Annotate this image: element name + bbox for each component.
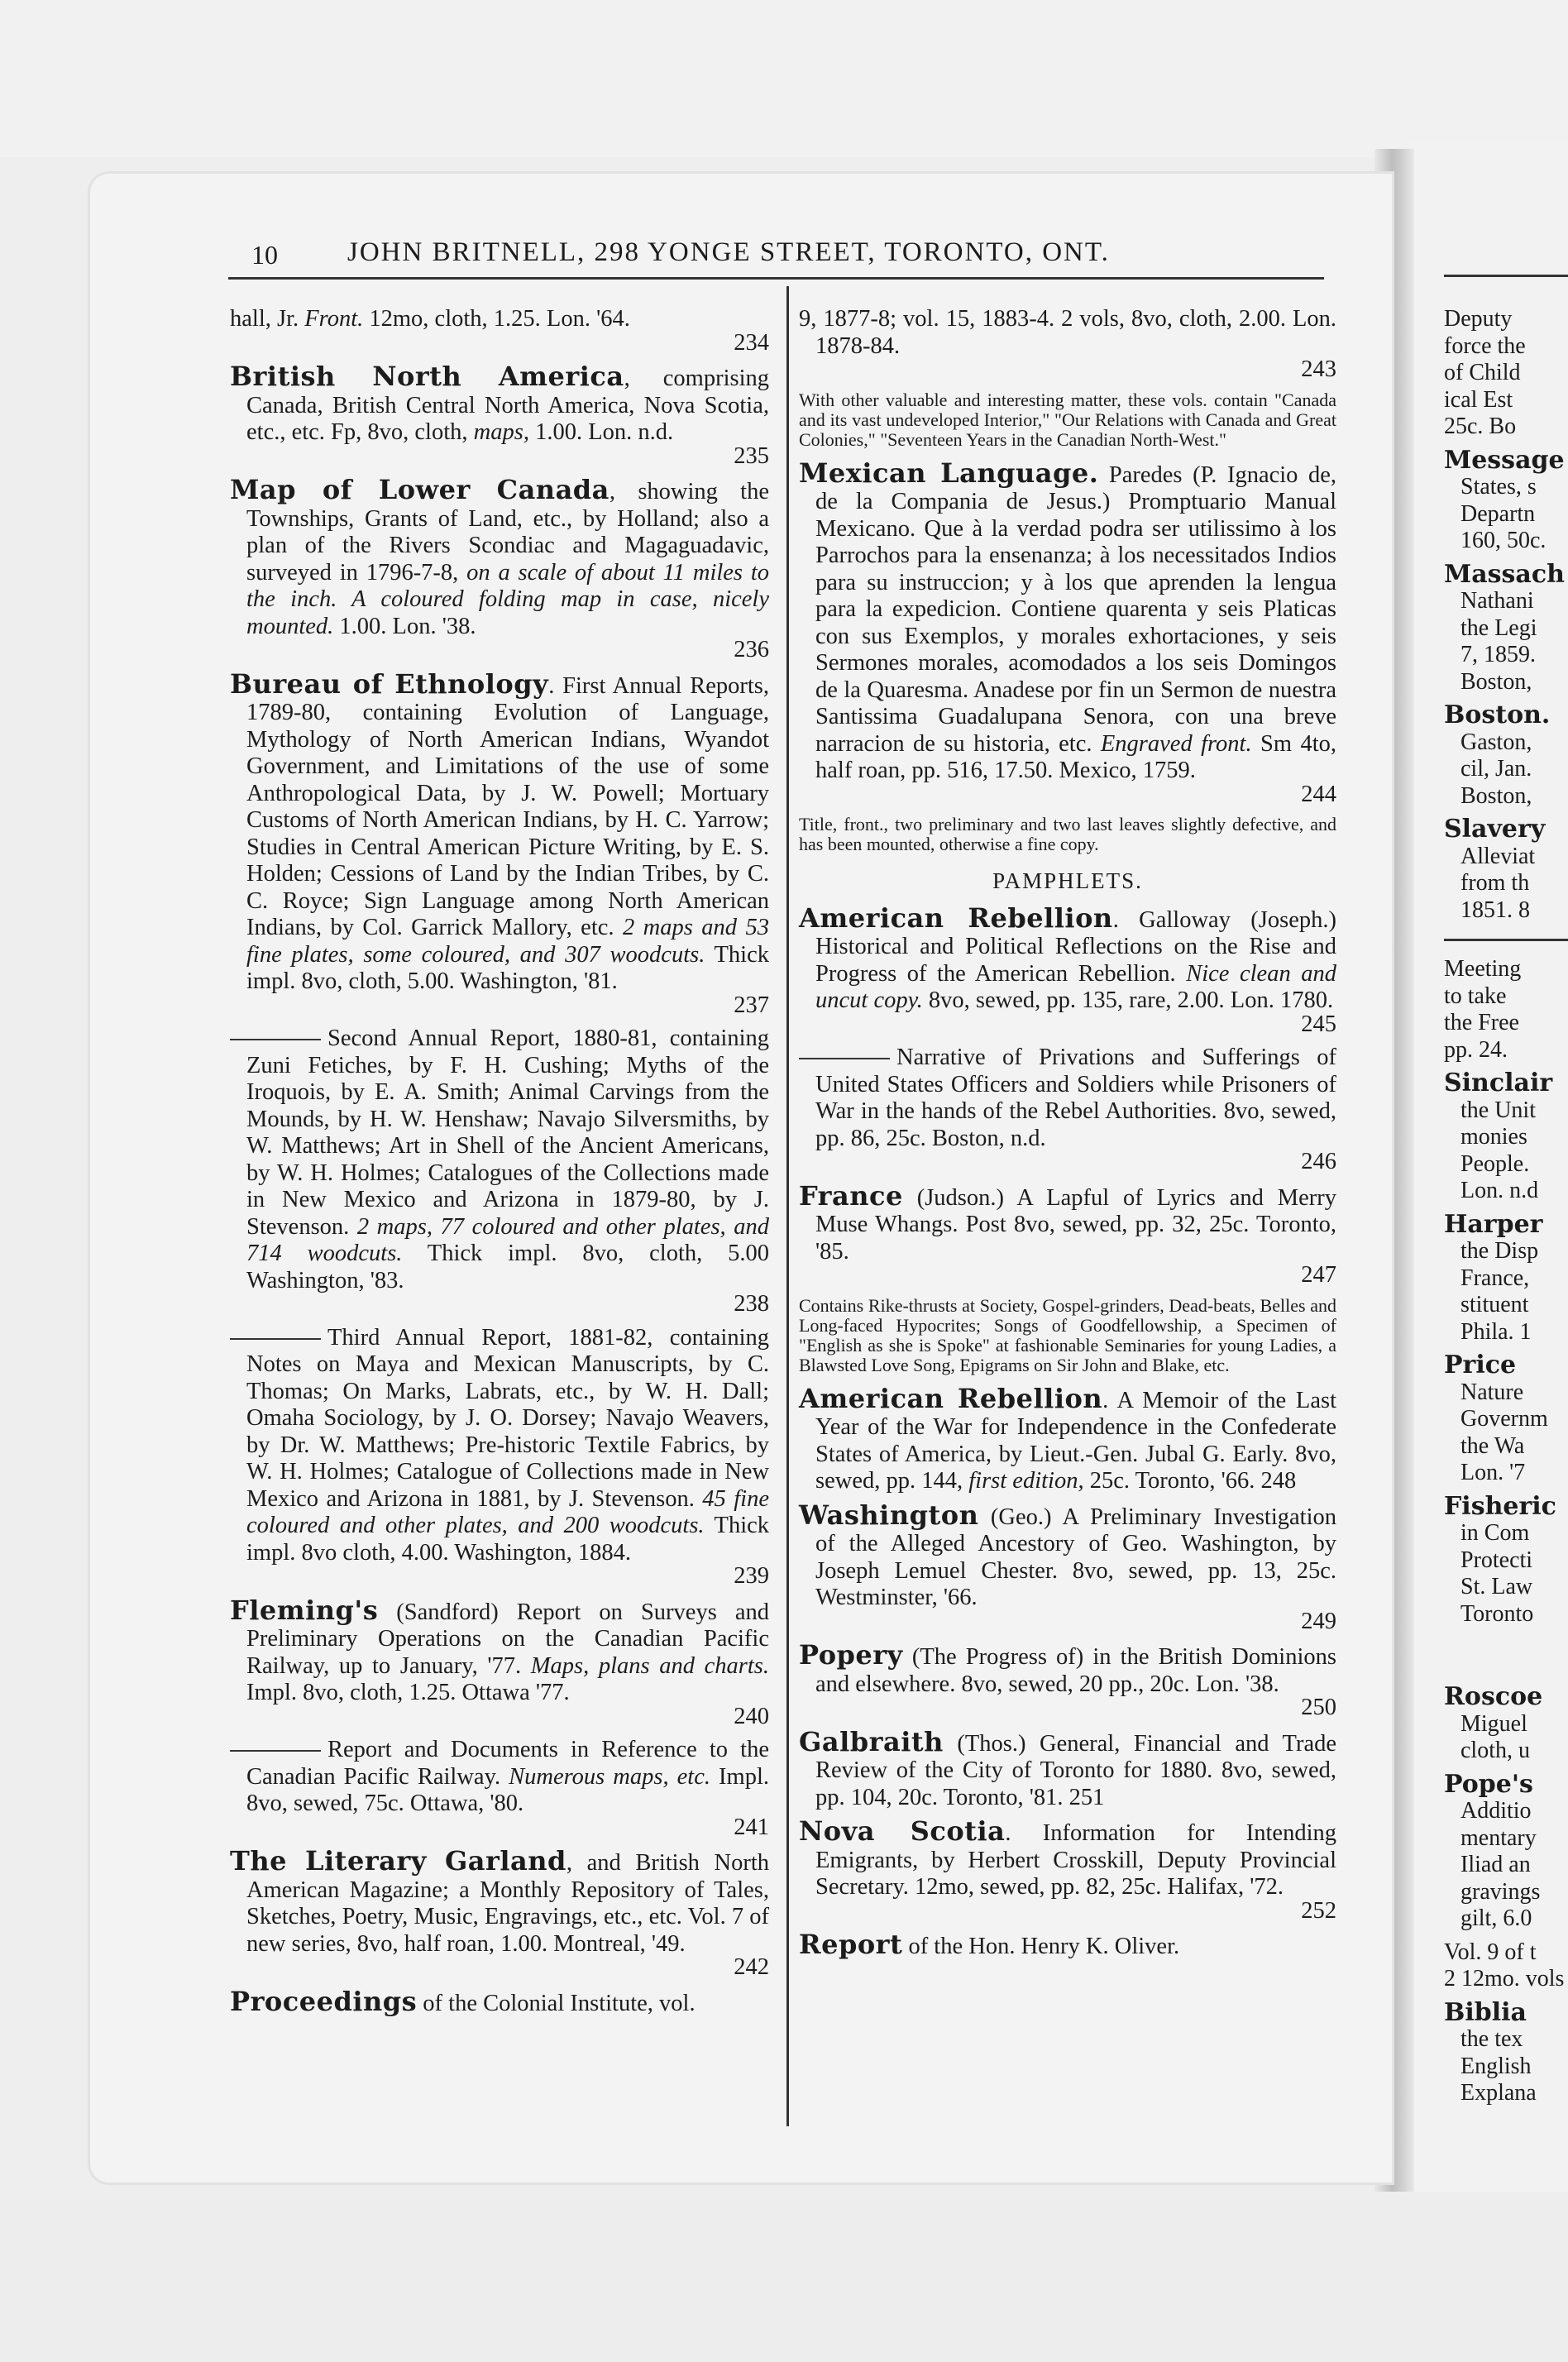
facing-page-line: Deputy (1444, 306, 1513, 332)
scan-background-top (0, 0, 1568, 157)
entry-headword: Fleming's (230, 1594, 379, 1626)
facing-page-entry (1444, 306, 1568, 441)
entry-imprint: 1.00. Lon. n.d. (528, 419, 674, 445)
entry-imprint: Impl. 8vo, cloth, 1.25. Ottawa '77. (246, 1680, 570, 1705)
facing-page-line: force the (1444, 332, 1526, 359)
lot-number: 236 (734, 637, 769, 662)
entry-italic-text: Maps, plans and charts. (530, 1652, 769, 1679)
facing-page-line: from th (1460, 870, 1530, 896)
facing-page-line: Toronto (1460, 1600, 1534, 1627)
facing-page-rule (1444, 939, 1568, 941)
facing-page-headword: Massach (1444, 559, 1565, 589)
entry-text: (Sandford) Report on Surveys and Preliminary Operations on the Canadian Pacific Railway, up to January, '77. (246, 1599, 769, 1679)
facing-page-entry (1444, 1939, 1568, 1993)
lot-number: 247 (1301, 1262, 1336, 1288)
entry-imprint: 25c. Toronto, '66. 248 (1083, 1468, 1297, 1494)
catalogue-entry (799, 306, 1336, 384)
facing-page-entry (1444, 1070, 1568, 1205)
facing-page-line: the Wa (1460, 1432, 1525, 1459)
entry-text: , showing the Townships, Grants of Land, etc., by Holland; also a plan of the Rivers Scondiac and Magaguadavic, surveyed in 1796-7-8, (246, 479, 769, 586)
facing-page-entry (1444, 1209, 1568, 1346)
facing-page-line: 2 12mo. vols (1444, 1966, 1565, 1991)
column-divider (786, 286, 789, 2126)
lot-number: 237 (734, 992, 769, 1018)
facing-page-line: St. Law (1460, 1574, 1533, 1599)
entry-italic-text: 45 fine coloured and other plates, and 200 woodcuts. (246, 1485, 769, 1538)
entry-text: Third Annual Report, 1881-82, containing Notes on Maya and Mexican Manuscripts, by C. Thomas; On Marks, Labrats, etc., by W. H. Dall; Omaha Sociology, by J. O. Dorsey; Navajo Weavers, by Dr. W. Matthews; Pre-historic Textile Fabrics, by W. H. Holmes; Catalogue of Collections made in New Mexico and Arizona in 1881, by J. Stevenson. (246, 1324, 769, 1512)
facing-page-line: the Free (1444, 1010, 1519, 1035)
catalogue-entry (230, 306, 769, 356)
facing-page-line: Additio (1460, 1798, 1532, 1824)
catalogue-entry (799, 1931, 1336, 1961)
facing-page-line: to take (1444, 983, 1507, 1009)
catalogue-entry (230, 1026, 769, 1318)
facing-page-line: ical Est (1444, 386, 1513, 413)
entry-imprint: 8vo, sewed, pp. 135, rare, 2.00. Lon. 1780. (922, 987, 1334, 1013)
entry-text: . Information for Intending Emigrants, by Herbert Crosskill, Deputy Provincial Secretary. 12mo, sewed, pp. 82, 25c. Halifax, '72. (815, 1820, 1336, 1900)
catalogue-entry (799, 1725, 1336, 1812)
entry-headword: Nova Scotia (799, 1815, 1006, 1847)
entry-italic-text: Front. (304, 306, 364, 332)
facing-page-line: Protecti (1460, 1547, 1533, 1573)
catalogue-entry (799, 1815, 1336, 1925)
header-rule (228, 277, 1324, 280)
facing-page-line: People. (1460, 1150, 1530, 1177)
lot-number: 244 (1301, 781, 1336, 807)
entry-italic-text: 2 maps and 53 fine plates, some coloured, and 307 woodcuts. (246, 915, 769, 968)
facing-page-line: the tex (1460, 2026, 1523, 2052)
ditto-dash (230, 1039, 321, 1040)
entry-italic-text: Nice clean and uncut copy. (815, 960, 1336, 1013)
catalogue-entry (799, 1045, 1336, 1176)
entry-imprint: 1.00. Lon. '38. (333, 613, 476, 639)
facing-page-header-rule (1444, 275, 1568, 277)
entry-text: of the Colonial Institute, vol. (417, 1990, 696, 2016)
facing-page-column-fragment (1444, 306, 1568, 2114)
entry-italic-text: first edition, (968, 1468, 1084, 1494)
entry-italic-text: on a scale of about 11 miles to the inch. A coloured folding map in case, nicely mounted. (246, 559, 770, 639)
scan-background-bottom (0, 2200, 1568, 2362)
facing-page-line: Nature (1460, 1379, 1524, 1405)
catalogue-entry (230, 363, 769, 470)
entry-italic-text: Numerous maps, etc. (509, 1763, 710, 1790)
ditto-dash (230, 1750, 321, 1752)
facing-page-line: the Unit (1460, 1097, 1536, 1123)
lot-number: 240 (734, 1703, 769, 1729)
catalogue-entry (230, 1737, 769, 1841)
facing-page-line: stituent (1460, 1292, 1529, 1317)
entry-text: , and British North American Magazine; a Monthly Repository of Tales, Sketches, Poetry, Music, Engravings, etc., etc. Vol. 7 of new series, 8vo, half roan, 1.00. Montreal, '49. (246, 1850, 769, 1957)
facing-page-line: 25c. Bo (1444, 414, 1517, 439)
facing-page-line: France, (1460, 1265, 1530, 1291)
entry-text: , comprising Canada, British Central North America, Nova Scotia, etc., etc. Fp, 8vo, cloth, (246, 366, 769, 445)
entry-headword: Map of Lower Canada (230, 474, 610, 505)
lot-number: 243 (1301, 356, 1336, 382)
facing-page-line: Boston, (1460, 782, 1532, 809)
facing-page-line: Departn (1460, 500, 1536, 527)
lot-number: 241 (734, 1814, 769, 1840)
entry-headword: France (799, 1179, 903, 1212)
catalogue-entry (799, 1179, 1336, 1289)
entry-headword: Popery (799, 1639, 903, 1671)
facing-page-headword: Slavery (1444, 815, 1546, 844)
lot-number: 252 (1301, 1897, 1336, 1924)
facing-page-entry (1444, 1769, 1568, 1933)
entry-imprint: Impl. 8vo, sewed, 75c. Ottawa, '80. (246, 1763, 769, 1816)
facing-page-line: Explana (1460, 2080, 1537, 2106)
facing-page-line: Vol. 9 of t (1444, 1939, 1537, 1965)
facing-page-headword: Boston. (1444, 700, 1551, 729)
facing-page-headword: Pope's (1444, 1769, 1533, 1799)
right-column (799, 306, 1336, 1968)
entry-headword: American Rebellion (799, 901, 1113, 934)
entry-note: With other valuable and interesting matter, these vols. contain "Canada and its vast undeveloped Interior," "Our Relations with Canada and Great Colonies," "Seventeen Years in the Canadian North-West." (799, 389, 1336, 450)
entry-text: . A Memoir of the Last Year of the War for Independence in the Confederate States of America, by Lieut.-Gen. Jubal G. Early. 8vo, sewed, pp. 144, (815, 1387, 1336, 1494)
entry-headword: Galbraith (799, 1725, 944, 1757)
facing-page-line: Boston, (1460, 668, 1532, 695)
entry-text: . First Annual Reports, 1789-80, containing Evolution of Language, Mythology of North American Indians, Wyandot Government, and Limitations of the use of some Anthropological Data, by J. W. Powell; Mortuary Customs of North American Indians, by H. C. Yarrow; Studies in Central American Picture Writing, by E. S. Holden; Cessions of Land by the Indian Tribes, by C. C. Royce; Sign Language among North American Indians, by Col. Garrick Mallory, etc. (246, 672, 770, 940)
catalogue-entry (799, 901, 1336, 1039)
entry-imprint: 12mo, cloth, 1.25. Lon. '64. (363, 306, 630, 332)
facing-page-entry (1444, 1997, 1568, 2107)
facing-page-line: gravings (1460, 1878, 1541, 1905)
entry-text: (The Progress of) in the British Dominions and elsewhere. 8vo, sewed, 20 pp., 20c. Lon. '38. (815, 1644, 1336, 1697)
facing-page-line: in Com (1460, 1520, 1530, 1546)
lot-number: 245 (1301, 1011, 1336, 1037)
facing-page-spacer (1444, 1634, 1568, 1684)
facing-page-line: mentary (1460, 1824, 1537, 1851)
lot-number: 246 (1301, 1149, 1336, 1174)
entry-imprint: Thick impl. 8vo, cloth, 5.00. Washington, '81. (246, 941, 769, 994)
facing-page-headword: Price (1444, 1351, 1517, 1379)
facing-page-line: Gaston, (1460, 729, 1532, 755)
catalogue-entry (230, 667, 770, 1020)
facing-page-entry (1444, 1491, 1568, 1628)
facing-page-entry (1444, 702, 1568, 810)
catalogue-entry (230, 476, 769, 664)
entry-text: Second Annual Report, 1880-81, containing Zuni Fetiches, by F. H. Cushing; Myths of the Iroquois, by E. A. Smith; Animal Carvings from the Mounds, by H. W. Henshaw; Navajo Silversmiths, by W. Matthews; Art in Shell of the Ancient Americans, by W. H. Holmes; Catalogues of the Collections made in New Mexico and Arizona in 1879-80, by J. Stevenson. (246, 1026, 769, 1240)
facing-page-headword: Fisheric (1444, 1491, 1556, 1521)
left-column (230, 306, 769, 2024)
facing-page-line: cil, Jan. (1460, 756, 1532, 782)
facing-page-line: of Child (1444, 360, 1521, 385)
facing-page-line: 160, 50c. (1460, 528, 1546, 553)
catalogue-entry (230, 1985, 769, 2018)
facing-page-line: pp. 24. (1444, 1036, 1508, 1063)
facing-page-line: the Legi (1460, 614, 1537, 641)
entry-headword: Proceedings (230, 1985, 418, 2017)
entry-headword: The Literary Garland (230, 1845, 566, 1877)
entry-headword: Report (799, 1929, 903, 1960)
lot-number: 234 (734, 329, 769, 356)
catalogue-entry (799, 1382, 1336, 1495)
lot-number: 239 (734, 1563, 769, 1589)
facing-page-line: Iliad an (1460, 1852, 1531, 1877)
facing-page-line: Nathani (1460, 588, 1534, 614)
entry-headword: American Rebellion (799, 1382, 1103, 1414)
entry-text: hall, Jr. (230, 306, 305, 332)
facing-page-headword: Harper (1444, 1209, 1543, 1239)
facing-page-entry (1444, 816, 1568, 924)
entry-italic-text: Engraved front. (1100, 730, 1252, 757)
entry-note: Title, front., two preliminary and two last leaves slightly defective, and has been mounted, otherwise a fine copy. (799, 814, 1336, 854)
facing-page-entry (1444, 956, 1568, 1064)
facing-page-line: the Disp (1460, 1238, 1539, 1264)
lot-number: 242 (734, 1954, 769, 1980)
entry-imprint: Thick impl. 8vo, cloth, 5.00 Washington, '83. (246, 1241, 769, 1293)
facing-page-entry (1444, 1684, 1568, 1765)
facing-page-line: English (1460, 2053, 1532, 2079)
facing-page-line: 1851. 8 (1460, 897, 1530, 923)
facing-page-headword: Sinclair (1444, 1069, 1553, 1097)
entry-text: Report and Documents in Reference to the Canadian Pacific Railway. (246, 1737, 769, 1790)
ditto-dash (230, 1338, 321, 1340)
lot-number: 235 (734, 442, 769, 469)
catalogue-entry (799, 1499, 1336, 1636)
facing-page-line: Meeting (1444, 956, 1522, 982)
page-number: 10 (251, 240, 278, 270)
entry-headword: British North America (230, 361, 624, 392)
facing-page-line: Lon. n.d (1460, 1178, 1539, 1203)
lot-number: 250 (1301, 1695, 1336, 1720)
facing-page-entry (1444, 447, 1568, 555)
entry-italic-text: maps, (473, 419, 529, 445)
entry-imprint: Thick impl. 8vo cloth, 4.00. Washington, 1884. (246, 1513, 770, 1566)
facing-page-line: Lon. '7 (1460, 1460, 1526, 1485)
catalogue-entry (230, 1325, 769, 1590)
entry-text: Narrative of Privations and Sufferings of United States Officers and Soldiers while Prisoners of War in the hands of the Rebel Authorities. 8vo, sewed, pp. 86, 25c. Boston, n.d. (815, 1045, 1336, 1151)
entry-headword: Washington (799, 1499, 979, 1531)
section-heading: PAMPHLETS. (992, 868, 1143, 893)
facing-page-headword: Message (1444, 445, 1565, 475)
catalogue-entry (230, 1845, 769, 1982)
catalogue-entry (799, 1639, 1336, 1722)
catalogue-entry (230, 1594, 769, 1731)
entry-italic-text: 2 maps, 77 coloured and other plates, and 714 woodcuts. (246, 1213, 769, 1266)
facing-page-line: Phila. 1 (1460, 1318, 1532, 1345)
entry-headword: Mexican Language. (799, 457, 1099, 489)
facing-page-line: monies (1460, 1124, 1527, 1150)
facing-page-line: States, s (1460, 474, 1537, 500)
entry-text: (Thos.) General, Financial and Trade Review of the City of Toronto for 1880. 8vo, sewed, pp. 104, 20c. Toronto, '81. 251 (815, 1730, 1336, 1810)
facing-page-entry (1444, 1352, 1568, 1487)
facing-page-entry (1444, 559, 1568, 696)
running-head-text: JOHN BRITNELL, 298 YONGE STREET, TORONTO, ONT. (347, 237, 1110, 267)
facing-page-line: 7, 1859. (1460, 642, 1536, 667)
entry-imprint: Sm 4to, half roan, pp. 516, 17.50. Mexico, 1759. (815, 730, 1337, 783)
facing-page-line: Miguel (1460, 1710, 1527, 1737)
entry-note: Contains Rike-thrusts at Society, Gospel-grinders, Dead-beats, Belles and Long-faced Hypocrites; Songs of Goodfellowship, a Specimen of "English as she is Spoke" at fashionable Seminaries for young Ladies, a Blawsted Love Song, Epigrams on Sir John and Blake, etc. (799, 1294, 1336, 1375)
catalogue-entry (799, 457, 1337, 809)
facing-page-headword: Roscoe (1444, 1682, 1543, 1711)
entry-text: of the Hon. Henry K. Oliver. (902, 1934, 1180, 1959)
facing-page-line: gilt, 6.0 (1460, 1905, 1532, 1931)
facing-page-line: cloth, u (1460, 1738, 1530, 1763)
lot-number: 249 (1301, 1608, 1336, 1634)
lot-number: 238 (734, 1291, 769, 1317)
ditto-dash (799, 1058, 890, 1059)
facing-page-headword: Biblia (1444, 1997, 1527, 2027)
entry-headword: Bureau of Ethnology (230, 667, 549, 700)
entry-text: (Judson.) A Lapful of Lyrics and Merry Muse Whangs. Post 8vo, sewed, pp. 32, 25c. Toronto, '85. (815, 1184, 1336, 1265)
entry-text: . Galloway (Joseph.) Historical and Political Reflections on the Rise and Progress of the American Rebellion. (815, 906, 1336, 987)
running-head (248, 237, 1232, 268)
facing-page-line: Alleviat (1460, 843, 1536, 869)
entry-text: Paredes (P. Ignacio de, de la Compania de Jesus.) Promptuario Manual Mexicano. Que à la verdad podra ser utilissimo à los Parrochos para la ensenanza; à los necessitados Indios para su instruccion; y à los que aprenden la lengua para la expedicion. Contiene quarenta y seis Platicas con sus Exemplos, y morales exhortaciones, y seis Sermones morales, acomodados a los seis Domingos de la Quaresma. Anadese por fin un Sermon de nuestra Santissima Guadalupana Senora, con una breve narracion de su historia, etc. (815, 461, 1336, 757)
entry-text: 9, 1877-8; vol. 15, 1883-4. 2 vols, 8vo, cloth, 2.00. Lon. 1878-84. (799, 306, 1336, 359)
entry-text: (Geo.) A Preliminary Investigation of the Alleged Ancestory of Geo. Washington, by Joseph Lemuel Chester. 8vo, sewed, pp. 13, 25c. Westminster, '66. (815, 1504, 1336, 1610)
facing-page-line: Governm (1460, 1406, 1548, 1432)
